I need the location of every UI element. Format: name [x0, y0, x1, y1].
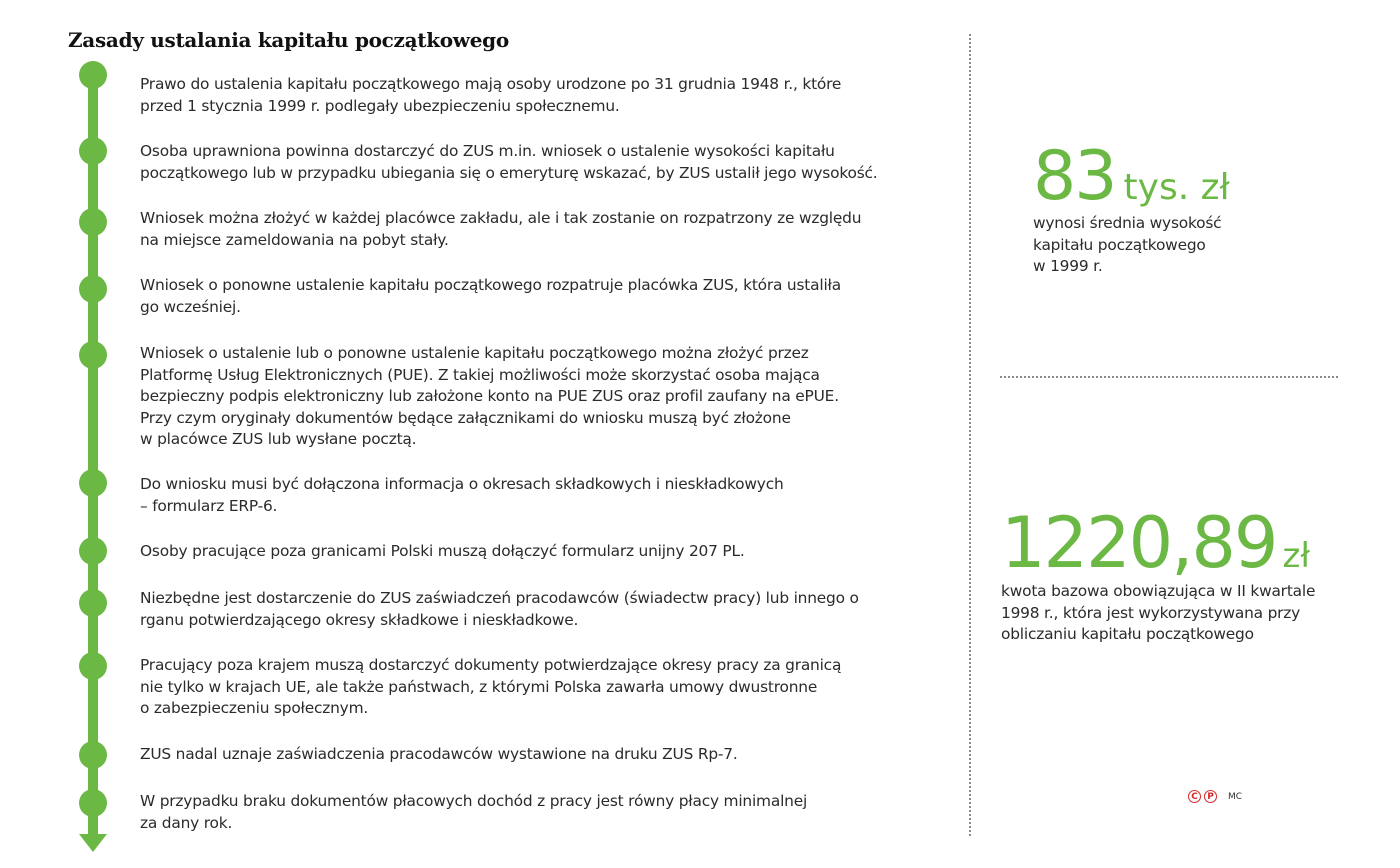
photo-credit-icon: P: [1204, 790, 1217, 803]
item-line: Wniosek o ustalenie lub o ponowne ustalenie kapitału początkowego można złożyć przez: [140, 344, 809, 362]
stat-unit: tys. zł: [1123, 167, 1230, 208]
timeline-dot: [79, 589, 107, 617]
item-line: Prawo do ustalenia kapitału początkowego mają osoby urodzone po 31 grudnia 1948 r., które: [140, 75, 842, 93]
item-line: W przypadku braku dokumentów płacowych dochód z pracy jest równy płacy minimalnej: [140, 792, 808, 810]
timeline-item: [140, 744, 940, 766]
stat-description-line: obliczaniu kapitału początkowego: [1001, 625, 1254, 643]
item-line: Wniosek o ponowne ustalenie kapitału początkowego rozpatruje placówka ZUS, która ustaliła: [140, 276, 841, 294]
item-line: Niezbędne jest dostarczenie do ZUS zaświadczeń pracodawców (świadectw pracy) lub innego o: [140, 589, 859, 607]
stat-description-line: kapitału początkowego: [1033, 235, 1206, 254]
timeline-item: [140, 343, 940, 451]
timeline-dot: [79, 789, 107, 817]
stat-description-line: 1998 r., która jest wykorzystywana przy: [1001, 603, 1301, 622]
timeline-item: [140, 655, 940, 720]
timeline-dot: [79, 137, 107, 165]
timeline-item: [140, 208, 940, 251]
timeline-dot: [79, 341, 107, 369]
timeline-dot: [79, 741, 107, 769]
stat-unit: zł: [1282, 536, 1310, 576]
item-line: nie tylko w krajach UE, ale także państwach, z którymi Polska zawarła umowy dwustronne: [140, 677, 818, 696]
item-line: o zabezpieczeniu społecznym.: [140, 699, 369, 717]
item-line: rganu potwierdzającego okresy składkowe i nieskładkowe.: [140, 610, 579, 629]
timeline-item: [140, 275, 940, 318]
item-line: na miejsce zameldowania na pobyt stały.: [140, 230, 449, 249]
stat-average-capital: [1033, 137, 1230, 278]
stat-description-line: wynosi średnia wysokość: [1033, 214, 1222, 232]
timeline-dot: [79, 61, 107, 89]
page-title: Zasady ustalania kapitału początkowego: [68, 28, 509, 52]
timeline-dot: [79, 652, 107, 680]
timeline-dot: [79, 275, 107, 303]
item-line: przed 1 stycznia 1999 r. podlegały ubezpieczeniu społecznemu.: [140, 96, 620, 115]
vertical-divider: [969, 34, 971, 836]
horizontal-divider: [1000, 376, 1338, 378]
item-line: Przy czym oryginały dokumentów będące załącznikami do wniosku muszą być złożone: [140, 408, 791, 427]
copyright-icon: C: [1188, 790, 1201, 803]
stat-description-line: kwota bazowa obowiązująca w II kwartale: [1001, 582, 1316, 600]
stat-description-line: w 1999 r.: [1033, 257, 1103, 275]
item-line: bezpieczny podpis elektroniczny lub założone konto na PUE ZUS oraz profil zaufany na ePUE.: [140, 387, 839, 405]
item-line: za dany rok.: [140, 813, 233, 832]
arrow-down-icon: [79, 834, 107, 852]
timeline-item: [140, 541, 940, 563]
timeline-dot: [79, 537, 107, 565]
stat-value: 83: [1033, 137, 1116, 216]
item-line: Osoby pracujące poza granicami Polski muszą dołączyć formularz unijny 207 PL.: [140, 542, 745, 560]
item-line: Do wniosku musi być dołączona informacja o okresach składkowych i nieskładkowych: [140, 475, 784, 493]
credit: [1188, 790, 1242, 803]
item-line: Osoba uprawniona powinna dostarczyć do ZUS m.in. wniosek o ustalenie wysokości kapitału: [140, 142, 835, 160]
timeline-dot: [79, 208, 107, 236]
stat-base-amount: [1001, 502, 1316, 646]
item-line: ZUS nadal uznaje zaświadczenia pracodawców wystawione na druku ZUS Rp-7.: [140, 745, 738, 763]
timeline-item: [140, 474, 940, 517]
timeline-dot: [79, 469, 107, 497]
item-line: w placówce ZUS lub wysłane pocztą.: [140, 430, 417, 448]
item-line: Pracujący poza krajem muszą dostarczyć dokumenty potwierdzające okresy pracy za granicą: [140, 656, 842, 674]
item-line: – formularz ERP-6.: [140, 496, 278, 515]
stat-value: 1220,89: [1001, 502, 1277, 584]
timeline-item: [140, 791, 940, 834]
item-line: go wcześniej.: [140, 297, 241, 316]
timeline-item: [140, 588, 940, 631]
timeline-item: [140, 141, 940, 184]
item-line: Wniosek można złożyć w każdej placówce zakładu, ale i tak zostanie on rozpatrzony ze względu: [140, 209, 862, 227]
item-line: Platformę Usług Elektronicznych (PUE). Z takiej możliwości może skorzystać osoba mająca: [140, 365, 820, 384]
timeline-rail: [88, 75, 98, 835]
item-line: początkowego lub w przypadku ubiegania się o emeryturę wskazać, by ZUS ustalił jego wysokość.: [140, 163, 878, 182]
author-initials: MC: [1228, 791, 1243, 802]
timeline-item: [140, 74, 940, 117]
